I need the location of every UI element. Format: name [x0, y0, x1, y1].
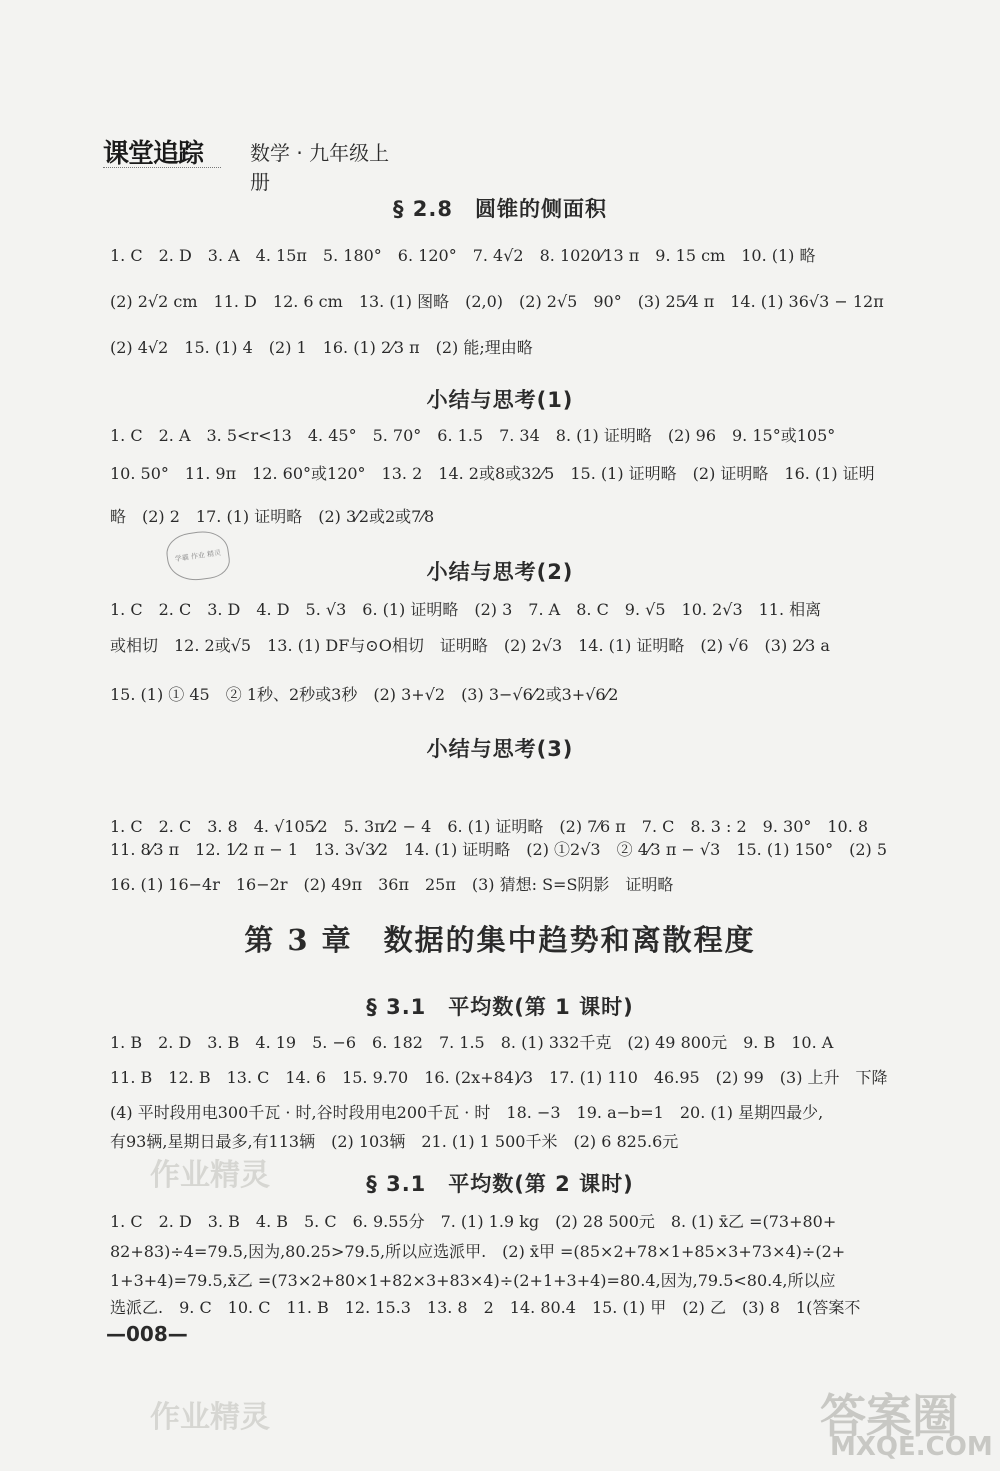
answer-line: 15. (1) ① 45 ② 1秒、2秒或3秒 (2) 3+√2 (3) 3−√6⁄2或3+√6⁄2	[110, 685, 619, 704]
page-header	[103, 133, 403, 194]
book-subtitle: 数学 · 九年级上册	[250, 141, 390, 194]
page-number: —008—	[106, 1322, 188, 1346]
section-title: § 3.1 平均数(第 1 课时)	[366, 995, 634, 1019]
header-divider	[103, 167, 221, 168]
answer-line: 10. 50° 11. 9π 12. 60°或120° 13. 2 14. 2或8或32⁄5 15. (1) 证明略 (2) 证明略 16. (1) 证明	[110, 464, 875, 483]
answer-line: (2) 2√2 cm 11. D 12. 6 cm 13. (1) 图略 (2,0) (2) 2√5 90° (3) 25⁄4 π 14. (1) 36√3 − 12π	[110, 292, 884, 311]
watermark-url: MXQE.COM	[830, 1432, 993, 1462]
chapter-title: 第 3 章 数据的集中趋势和离散程度	[244, 923, 756, 957]
answer-line: 或相切 12. 2或√5 13. (1) DF与⊙O相切 证明略 (2) 2√3 14. (1) 证明略 (2) √6 (3) 2⁄3 a	[110, 636, 830, 655]
answer-line: 1+3+4)=79.5,x̄乙 =(73×2+80×1+82×3+83×4)÷(2+1+3+4)=80.4,因为,79.5<80.4,所以应	[110, 1271, 836, 1290]
watermark-logo: 答案圈	[820, 1389, 958, 1443]
answer-line: 略 (2) 2 17. (1) 证明略 (2) 3⁄2或2或7⁄8	[110, 507, 435, 526]
answer-line: 1. C 2. D 3. B 4. B 5. C 6. 9.55分 7. (1) 1.9 kg (2) 28 500元 8. (1) x̄乙 =(73+80+	[110, 1212, 837, 1231]
answer-line: 1. C 2. A 3. 5<r<13 4. 45° 5. 70° 6. 1.5 7. 34 8. (1) 证明略 (2) 96 9. 15°或105°	[110, 426, 836, 445]
answer-line: 11. B 12. B 13. C 14. 6 15. 9.70 16. (2x+84)⁄3 17. (1) 110 46.95 (2) 99 (3) 上升 下降	[110, 1068, 888, 1087]
answer-line: (2) 4√2 15. (1) 4 (2) 1 16. (1) 2⁄3 π (2) 能;理由略	[110, 338, 533, 357]
answer-line: 82+83)÷4=79.5,因为,80.25>79.5,所以应选派甲. (2) x̄甲 =(85×2+78×1+85×3+73×4)÷(2+	[110, 1242, 846, 1261]
stamp-mark: 学霸 作业 精灵	[164, 528, 232, 584]
answer-line: 选派乙. 9. C 10. C 11. B 12. 15.3 13. 8 2 14. 80.4 15. (1) 甲 (2) 乙 (3) 8 1(答案不	[110, 1298, 861, 1317]
watermark: 作业精灵	[150, 1400, 270, 1435]
section-title: 小结与思考(1)	[426, 388, 574, 412]
answer-line: 11. 8⁄3 π 12. 1⁄2 π − 1 13. 3√3⁄2 14. (1) 证明略 (2) ①2√3 ② 4⁄3 π − √3 15. (1) 150° (2) 5	[110, 840, 888, 859]
answer-line: 16. (1) 16−4r 16−2r (2) 49π 36π 25π (3) 猜想: S=S阴影 证明略	[110, 875, 674, 894]
answer-line: 1. C 2. C 3. D 4. D 5. √3 6. (1) 证明略 (2) 3 7. A 8. C 9. √5 10. 2√3 11. 相离	[110, 600, 822, 619]
series-logo: 课堂追踪	[103, 139, 204, 169]
answer-line: 1. B 2. D 3. B 4. 19 5. −6 6. 182 7. 1.5 8. (1) 332千克 (2) 49 800元 9. B 10. A	[110, 1033, 834, 1052]
section-title: 小结与思考(3)	[426, 737, 574, 761]
section-title: § 2.8 圆锥的侧面积	[392, 197, 607, 221]
section-title: 小结与思考(2)	[426, 560, 574, 584]
answer-line: 有93辆,星期日最多,有113辆 (2) 103辆 21. (1) 1 500千米 (2) 6 825.6元	[110, 1132, 679, 1151]
answer-line: 1. C 2. C 3. 8 4. √105⁄2 5. 3π⁄2 − 4 6. (1) 证明略 (2) 7⁄6 π 7. C 8. 3 : 2 9. 30° 10. 8	[110, 817, 869, 836]
watermark: 作业精灵	[150, 1158, 270, 1193]
section-title: § 3.1 平均数(第 2 课时)	[366, 1172, 634, 1196]
answer-line: (4) 平时段用电300千瓦 · 时,谷时段用电200千瓦 · 时 18. −3 19. a−b=1 20. (1) 星期四最少,	[110, 1103, 824, 1122]
answer-line: 1. C 2. D 3. A 4. 15π 5. 180° 6. 120° 7. 4√2 8. 1020⁄13 π 9. 15 cm 10. (1) 略	[110, 246, 816, 265]
